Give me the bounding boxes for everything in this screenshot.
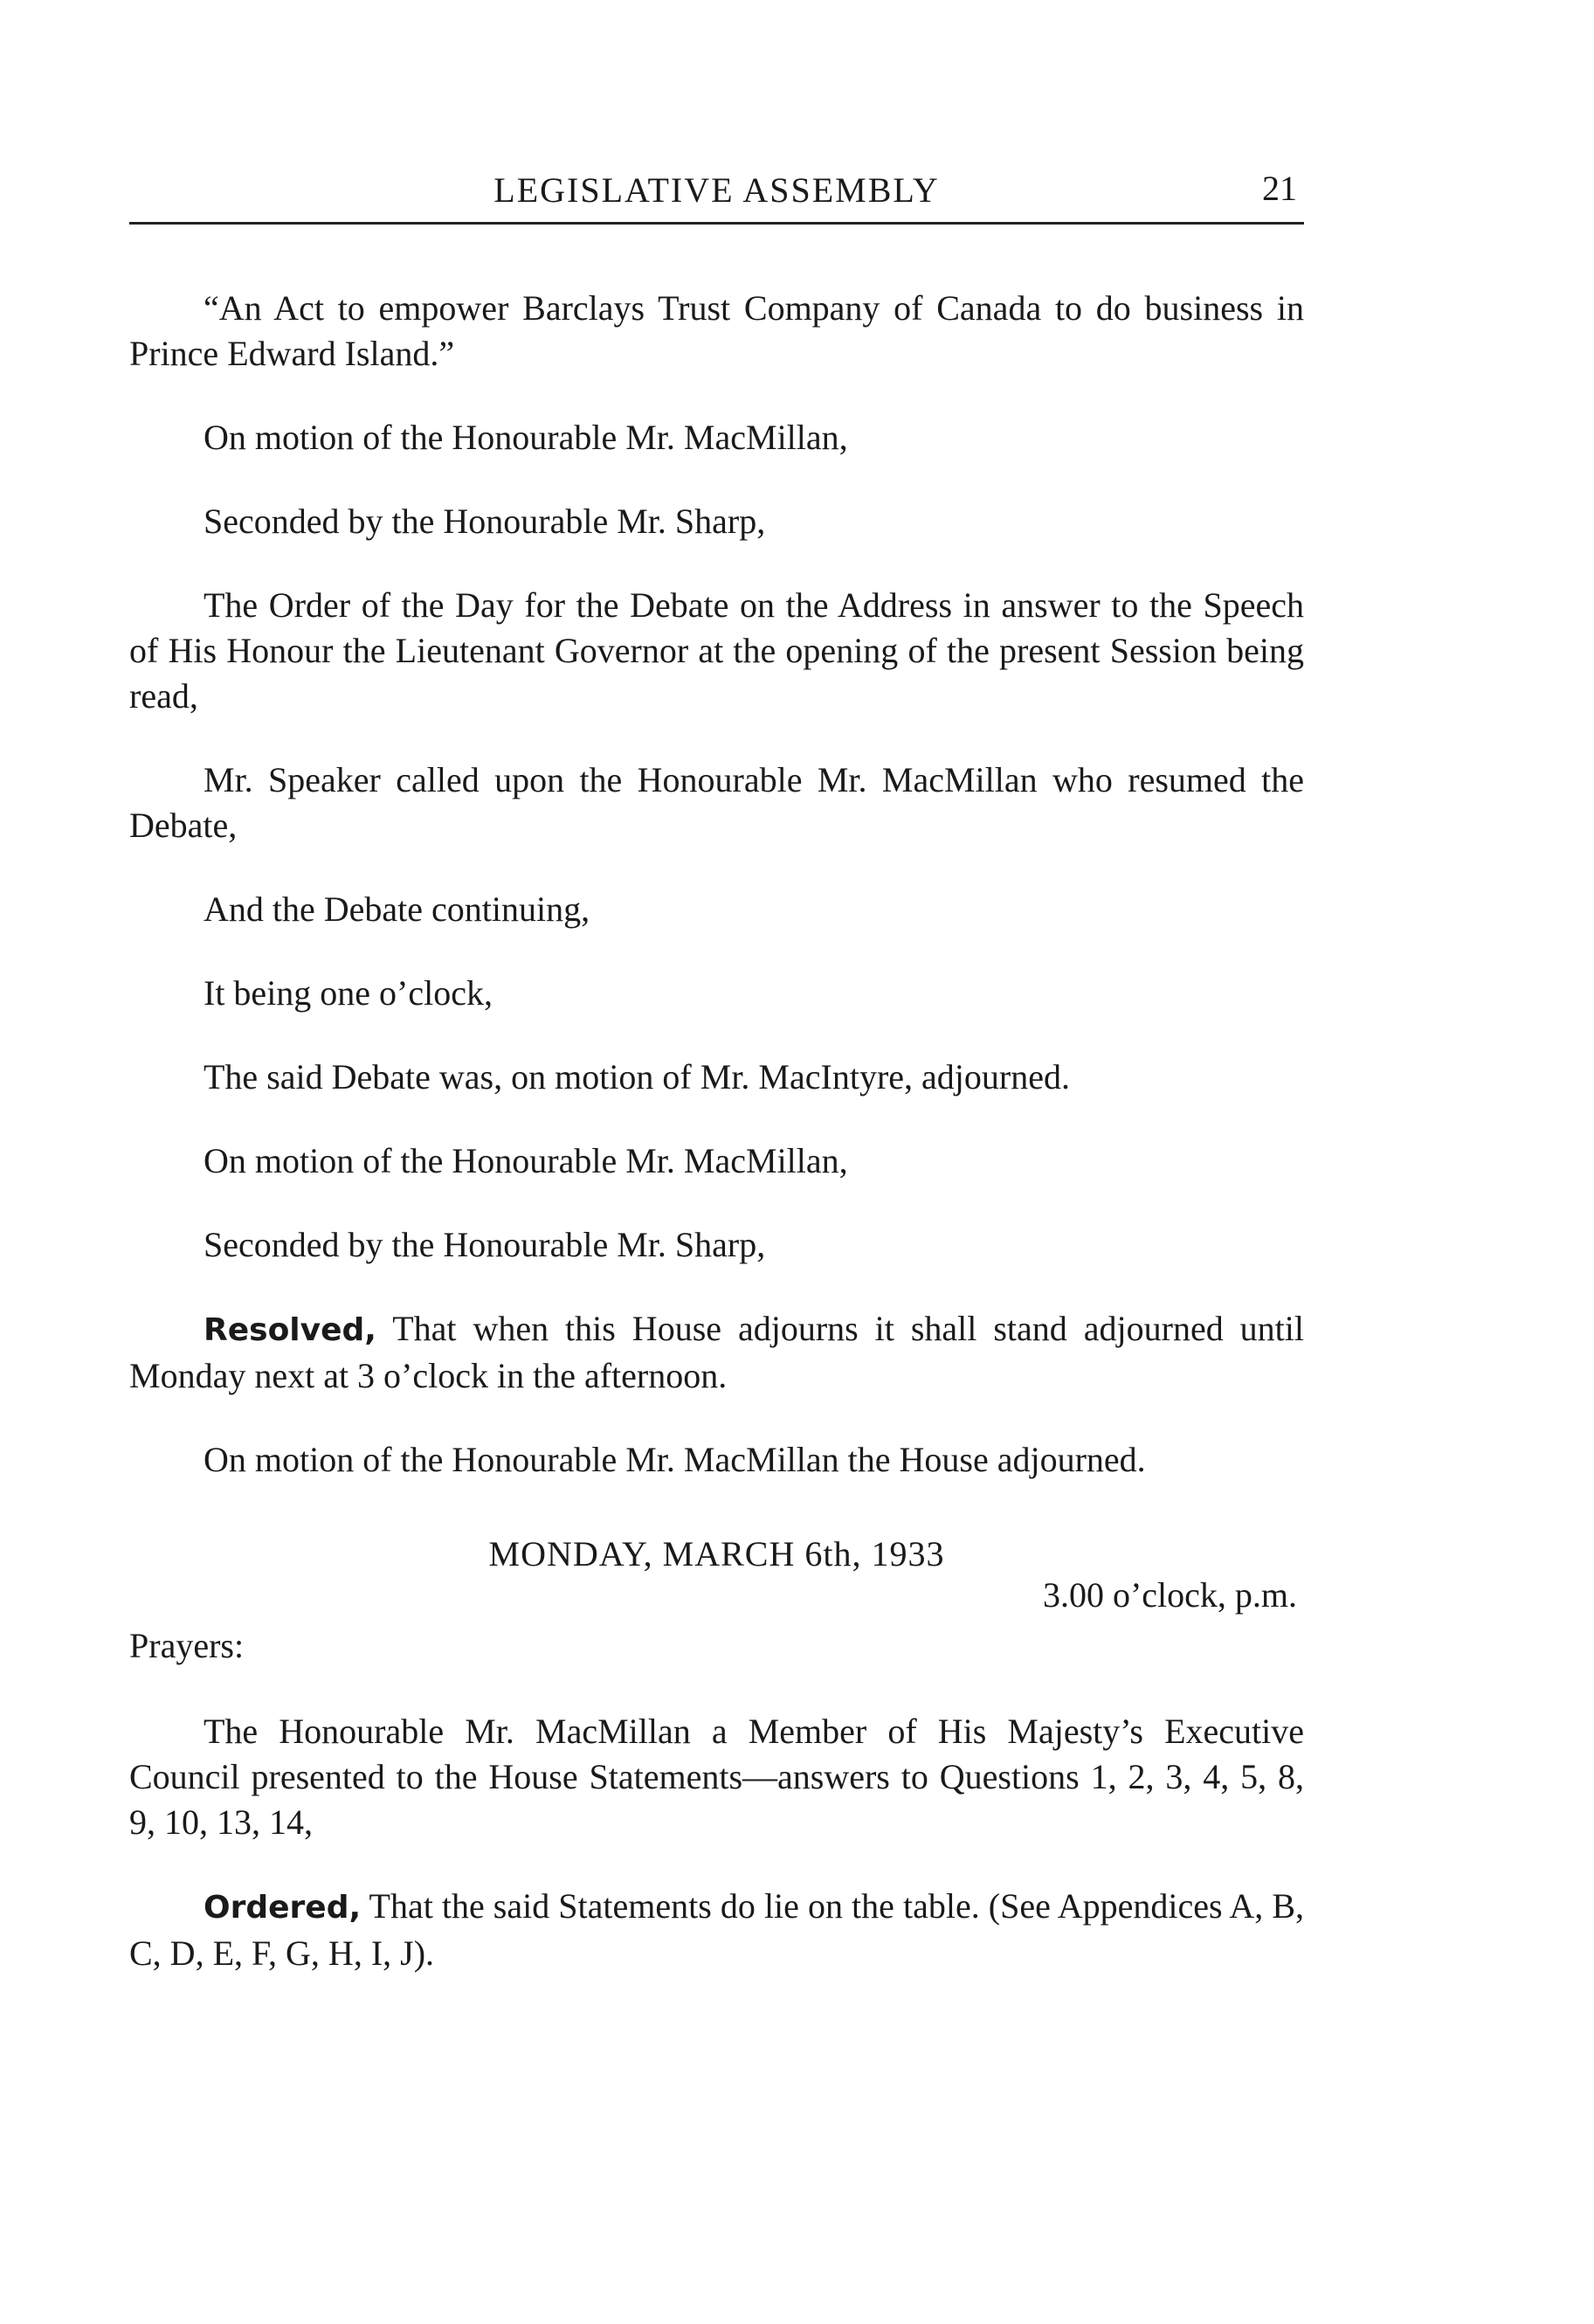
- resolved-paragraph: [129, 1306, 1304, 1399]
- seconded-paragraph: Seconded by the Honourable Mr. Sharp,: [204, 501, 766, 541]
- resolved-label: Resolved,: [204, 1312, 376, 1348]
- ordered-label: Ordered,: [204, 1890, 362, 1926]
- speaker-paragraph: Mr. Speaker called upon the Honourable Mr. MacMillan who resumed the Debate,: [129, 760, 1304, 845]
- act-title-paragraph: “An Act to empower Barclays Trust Company of Canada to do business in Prince Edward Island.”: [129, 288, 1304, 373]
- sitting-date-heading: MONDAY, MARCH 6th, 1933: [488, 1534, 945, 1574]
- ordered-text: That the said Statements do lie on the table. (See Appendices A, B, C, D, E, F, G, H, I, J).: [129, 1886, 1304, 1973]
- sitting-time-row: [129, 1574, 1304, 1623]
- ordered-paragraph: [129, 1884, 1304, 1976]
- page-number: 21: [1262, 169, 1297, 208]
- one-oclock-paragraph: It being one o’clock,: [204, 973, 493, 1013]
- page-header: [129, 166, 1304, 225]
- order-of-day-paragraph: The Order of the Day for the Debate on the Address in answer to the Speech of His Honour the Lieutenant Governor at the opening of the present Session being read,: [129, 585, 1304, 716]
- house-adjourned-paragraph: On motion of the Honourable Mr. MacMillan the House adjourned.: [204, 1440, 1146, 1479]
- prayers-label: Prayers:: [129, 1626, 245, 1665]
- motion-paragraph-2: On motion of the Honourable Mr. MacMillan,: [204, 1141, 848, 1180]
- resolved-text: That when this House adjourns it shall stand adjourned until Monday next at 3 o’clock in the afternoon.: [129, 1309, 1304, 1395]
- motion-paragraph: On motion of the Honourable Mr. MacMillan,: [204, 418, 848, 457]
- debate-continuing-paragraph: And the Debate continuing,: [204, 889, 590, 929]
- sitting-time: 3.00 o’clock, p.m.: [1042, 1575, 1297, 1615]
- statements-paragraph: The Honourable Mr. MacMillan a Member of His Majesty’s Executive Council presented to the House Statements—answers to Questions 1, 2, 3, 4, 5, 8, 9, 10, 13, 14,: [129, 1712, 1304, 1842]
- debate-adjourned-paragraph: The said Debate was, on motion of Mr. MacIntyre, adjourned.: [204, 1057, 1070, 1096]
- document-page: [129, 166, 1304, 1976]
- seconded-paragraph-2: Seconded by the Honourable Mr. Sharp,: [204, 1225, 766, 1264]
- running-title: LEGISLATIVE ASSEMBLY: [493, 170, 940, 210]
